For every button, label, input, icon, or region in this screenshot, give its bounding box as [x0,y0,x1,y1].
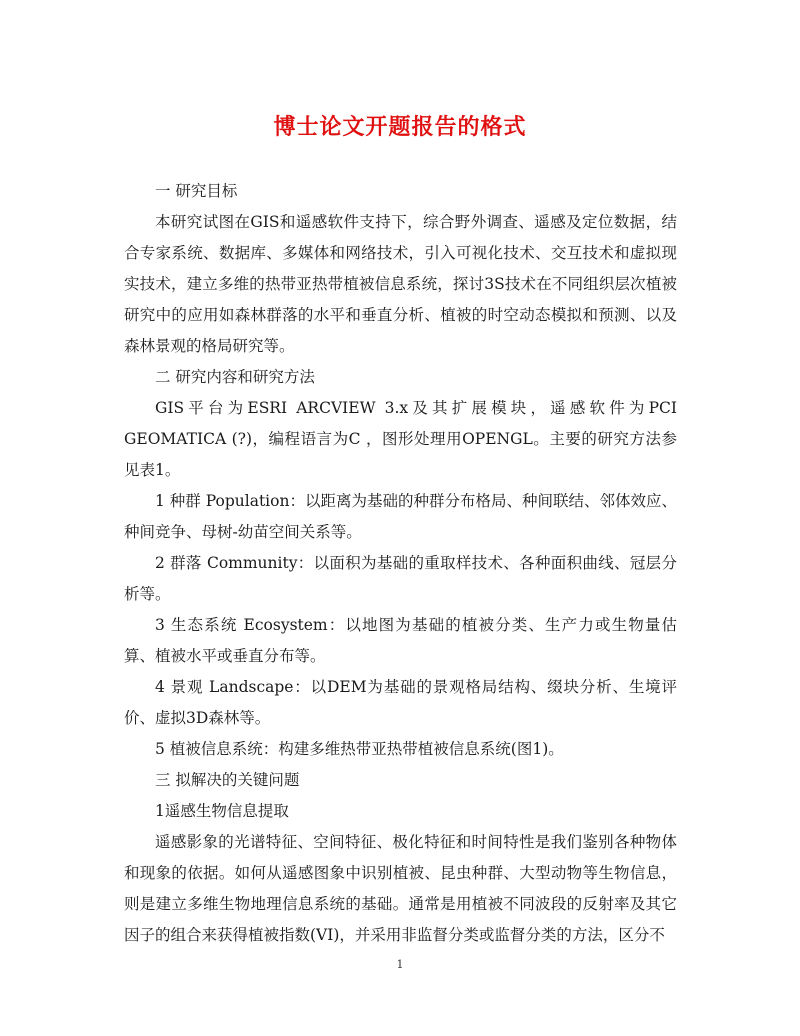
subheading-remote-sensing: 1遥感生物信息提取 [155,802,289,820]
paragraph-ecosystem: 3 生态系统 Ecosystem：以地图为基础的植被分类、生产力或生物量估算、植被水平或垂直分布等。 [124,616,677,665]
page-number: 1 [396,958,404,971]
section-heading-key-problems: 三 拟解决的关键问题 [155,771,300,789]
paragraph-population: 1 种群 Population：以距离为基础的种群分布格局、种间联结、邻体效应、种间竞争、母树-幼苗空间关系等。 [124,492,677,541]
section-heading-methods: 二 研究内容和研究方法 [155,368,315,386]
paragraph-community: 2 群落 Community：以面积为基础的重取样技术、各种面积曲线、冠层分析等。 [124,554,677,603]
paragraph-goal-text: 本研究试图在GIS和遥感软件支持下，综合野外调查、遥感及定位数据，结合专家系统、数据库、多媒体和网络技术，引入可视化技术、交互技术和虚拟现实技术，建立多维的热带亚热带植被信息系统，探讨3S技术在不同组织层次植被研究中的应用如森林群落的水平和垂直分析、植被的时空动态模拟和预测、以及森林景观的格局研究等。 [124,213,677,355]
paragraph-vegetation-system: 5 植被信息系统：构建多维热带亚热带植被信息系统(图1)。 [155,740,564,758]
paragraph-remote-sensing-text: 遥感影象的光谱特征、空间特征、极化特征和时间特性是我们鉴别各种物体和现象的依据。如何从遥感图象中识别植被、昆虫种群、大型动物等生物信息，则是建立多维生物地理信息系统的基础。通常是用植被不同波段的反射率及其它因子的组合来获得植被指数(VI)，并采用非监督分类或监督分类的方法，区分不 [124,833,677,944]
section-heading-goal: 一 研究目标 [155,182,238,200]
document-title: 博士论文开题报告的格式 [273,114,527,140]
paragraph-landscape: 4 景观 Landscape：以DEM为基础的景观格局结构、缀块分析、生境评价、虚拟3D森林等。 [124,678,677,727]
paragraph-platform: GIS平台为ESRI ARCVIEW 3.x及其扩展模块，遥感软件为PCI GEOMATICA (?)，编程语言为C ，图形处理用OPENGL。主要的研究方法参见表1。 [124,399,677,479]
document-body [124,176,677,951]
